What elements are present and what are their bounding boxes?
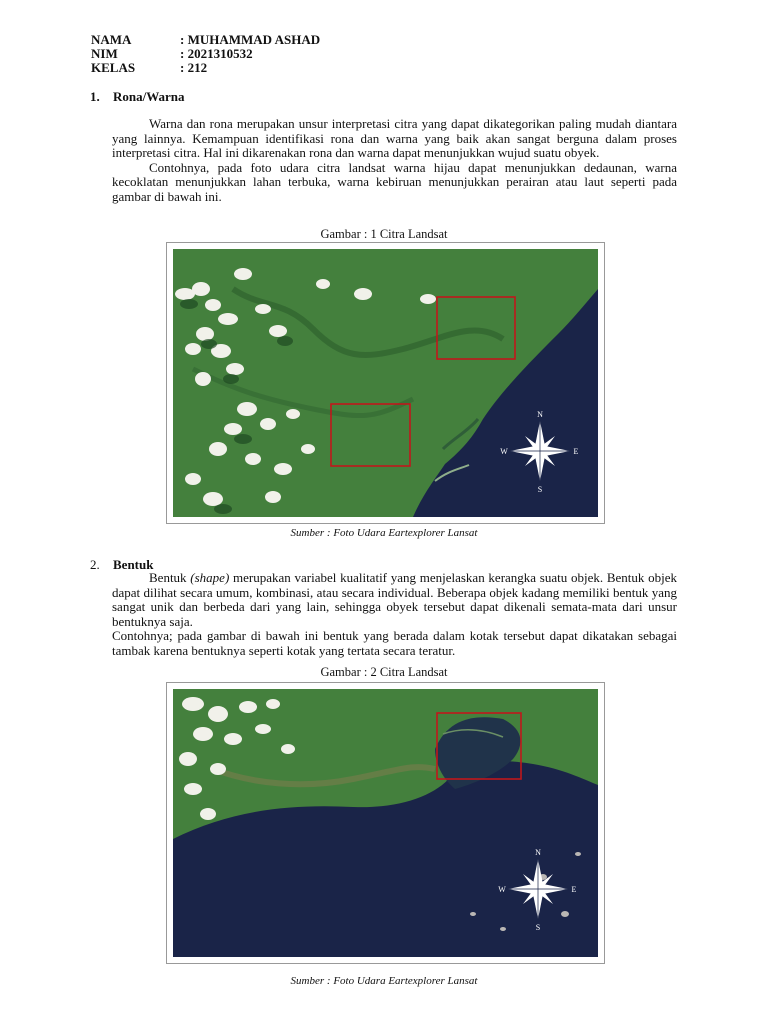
svg-text:S: S	[537, 485, 543, 494]
paragraph-rest: merupakan variabel kualitatif yang menjelaskan kerangka suatu objek. Bentuk objek dapat dilihat secara umum, kombinasi, atau secara individual. Beberapa objek kadang memiliki bentuk yang sangat unik dan berbeda dari yang lain, sehingga obyek tersebut dapat dikenali semata-mata dari unsur bentuknya saja.	[112, 570, 677, 629]
figure-2-caption: Gambar : 2 Citra Landsat	[320, 665, 448, 679]
paragraph: Contohnya, pada foto udara citra landsat warna hijau dapat menunjukkan dedaunan, warna kecoklatan menunjukkan lahan terbuka, warna kebiruan menunjukkan perairan atau laut seperti pada gambar di bawah ini.	[112, 159, 677, 204]
satellite-image	[173, 249, 598, 517]
figure-2-map	[166, 682, 605, 964]
landsat-image-1	[173, 249, 598, 517]
info-key: KELAS	[91, 60, 136, 75]
info-row-nama	[91, 32, 320, 47]
section-number: 1.	[90, 89, 100, 104]
figure-1-source: Sumber : Foto Udara Eartexplorer Lansat	[290, 527, 478, 539]
paragraph: Contohnya; pada gambar di bawah ini bentuk yang berada dalam kotak tersebut dapat dikatakan sebagai tambak karena bentuknya seperti kotak yang tertata secara teratur.	[112, 628, 677, 658]
info-row-nim	[91, 46, 253, 61]
svg-text:S: S	[535, 923, 541, 932]
info-value: : 2021310532	[180, 46, 253, 61]
svg-text:E: E	[571, 885, 577, 894]
svg-text:N: N	[535, 848, 541, 857]
satellite-image	[173, 689, 598, 957]
section-title: Bentuk	[113, 557, 154, 572]
info-key: NIM	[91, 46, 118, 61]
section-number: 2.	[90, 557, 100, 572]
info-value: : MUHAMMAD ASHAD	[180, 32, 321, 47]
info-key: NAMA	[91, 32, 132, 47]
svg-text:E: E	[573, 447, 579, 456]
svg-text:N: N	[537, 410, 543, 419]
svg-text:W: W	[498, 885, 506, 894]
figure-1-map	[166, 242, 605, 524]
section-1-body	[112, 117, 677, 204]
figure-1-caption: Gambar : 1 Citra Landsat	[320, 227, 448, 241]
info-row-kelas	[91, 60, 207, 75]
landsat-image-2	[173, 689, 598, 957]
paragraph	[112, 571, 677, 629]
figure-2-source: Sumber : Foto Udara Eartexplorer Lansat	[290, 975, 478, 987]
section-1-heading	[90, 89, 185, 105]
section-title: Rona/Warna	[113, 89, 185, 104]
term-italic: (shape)	[190, 570, 230, 585]
section-2-body	[112, 571, 677, 658]
info-value: : 212	[180, 60, 208, 75]
svg-text:W: W	[500, 447, 508, 456]
paragraph-lead: Bentuk	[149, 570, 191, 585]
paragraph: Warna dan rona merupakan unsur interpretasi citra yang dapat dikategorikan paling mudah diantara yang lainnya. Kemampuan identifikasi rona dan warna yang baik akan sangat berguna dalam proses interpretasi citra. Hal ini dikarenakan rona dan warna dapat menunjukkan wujud suatu obyek.	[112, 116, 677, 160]
